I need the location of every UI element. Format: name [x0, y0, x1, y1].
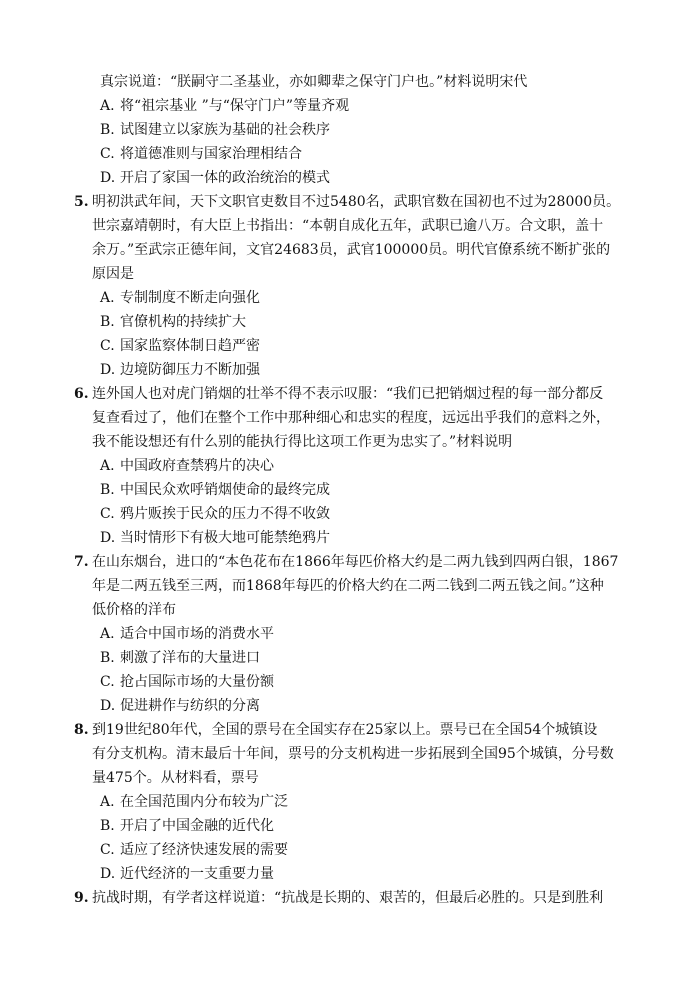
- option-letter: D.: [100, 698, 116, 714]
- option-letter: A.: [100, 458, 115, 474]
- question-stem-line: 低价格的洋布: [92, 602, 176, 618]
- question-number: 8.: [74, 722, 89, 738]
- question-stem-line: [74, 718, 632, 742]
- option-d: [92, 526, 632, 550]
- option-a: [92, 94, 632, 118]
- option-a: [92, 622, 632, 646]
- question-stem-line: 量475个。从材料看，票号: [92, 770, 259, 786]
- option-letter: A.: [100, 98, 115, 114]
- question-stem-line: 我不能设想还有什么别的能执行得比这项工作更为忠实了。”材料说明: [92, 434, 513, 450]
- option-d: [92, 358, 632, 382]
- option-letter: C.: [100, 338, 115, 354]
- option-text: 开启了家国一体的政治统治的模式: [120, 170, 330, 186]
- option-text: 边境防御压力不断加强: [120, 362, 260, 378]
- option-letter: B.: [100, 122, 115, 138]
- option-letter: A.: [100, 290, 115, 306]
- question-stem-line: 真宗说道：“朕嗣守二圣基业，亦如卿辈之保守门户也。”材料说明宋代: [100, 74, 528, 90]
- option-text: 当时情形下有极大地可能禁绝鸦片: [120, 530, 330, 546]
- question-stem-line: 余万。”至武宗正德年间，文官24683员，武官100000员。明代官僚系统不断扩张的: [92, 242, 611, 258]
- option-a: [92, 286, 632, 310]
- exam-page: [74, 70, 632, 910]
- question-7: [74, 550, 632, 718]
- option-c: [92, 838, 632, 862]
- option-text: 促进耕作与纺织的分离: [120, 698, 260, 714]
- question-number: 5.: [74, 194, 89, 210]
- question-stem-line: 年是二两五钱至三两，而1868年每匹的价格大约在二两二钱到二两五钱之间。”这种: [92, 578, 604, 594]
- option-c: [92, 502, 632, 526]
- option-letter: C.: [100, 674, 115, 690]
- option-letter: B.: [100, 650, 115, 666]
- question-8: [74, 718, 632, 886]
- option-b: [92, 310, 632, 334]
- question-number: 9.: [74, 890, 89, 906]
- question-9: [74, 886, 632, 910]
- option-a: [92, 454, 632, 478]
- option-letter: B.: [100, 482, 115, 498]
- question-stem-text: 连外国人也对虎门销烟的壮举不得不表示叹服：“我们已把销烟过程的每一部分都反: [92, 386, 604, 402]
- option-text: 官僚机构的持续扩大: [120, 314, 246, 330]
- question-stem-line: [74, 886, 632, 910]
- option-text: 在全国范围内分布较为广泛: [120, 794, 288, 810]
- option-a: [92, 790, 632, 814]
- option-letter: B.: [100, 818, 115, 834]
- question-number: 6.: [74, 386, 89, 402]
- option-c: [92, 334, 632, 358]
- option-c: [92, 670, 632, 694]
- option-letter: C.: [100, 842, 115, 858]
- option-text: 开启了中国金融的近代化: [120, 818, 274, 834]
- option-b: [92, 118, 632, 142]
- option-text: 适应了经济快速发展的需要: [120, 842, 288, 858]
- question-stem-text: 抗战时期，有学者这样说道：“抗战是长期的、艰苦的，但最后必胜的。只是到胜利: [92, 890, 604, 906]
- option-letter: D.: [100, 530, 116, 546]
- option-text: 鸦片贩挨于民众的压力不得不收敛: [120, 506, 330, 522]
- question-number: 7.: [74, 554, 89, 570]
- question-stem-line: [74, 190, 632, 214]
- option-b: [92, 478, 632, 502]
- option-text: 将“祖宗基业 ”与“保守门户”等量齐观: [120, 98, 350, 114]
- option-text: 刺激了洋布的大量进口: [120, 650, 260, 666]
- option-text: 抢占国际市场的大量份额: [120, 674, 274, 690]
- question-5: [74, 190, 632, 382]
- option-d: [92, 862, 632, 886]
- question-stem-line: 世宗嘉靖朝时，有大臣上书指出：“本朝自成化五年，武职已逾八万。合文职，盖十: [92, 218, 604, 234]
- question-stem-text: 明初洪武年间，天下文职官吏数目不过5480名，武职官数在国初也不过为28000员。: [92, 194, 621, 210]
- option-letter: D.: [100, 362, 116, 378]
- question-stem-text: 在山东烟台，进口的“本色花布在1866年每匹价格大约是二两九钱到四两白银，1867: [92, 554, 619, 570]
- option-letter: C.: [100, 506, 115, 522]
- question-6: [74, 382, 632, 550]
- option-b: [92, 646, 632, 670]
- option-d: [92, 694, 632, 718]
- option-text: 将道德准则与国家治理相结合: [120, 146, 302, 162]
- option-text: 近代经济的一支重要力量: [120, 866, 274, 882]
- question-stem-line: [74, 550, 632, 574]
- option-c: [92, 142, 632, 166]
- option-letter: D.: [100, 866, 116, 882]
- option-text: 国家监察体制日趋严密: [120, 338, 260, 354]
- option-text: 专制制度不断走向强化: [120, 290, 260, 306]
- option-letter: A.: [100, 794, 115, 810]
- question-stem-text: 到19世纪80年代，全国的票号在全国实存在25家以上。票号已在全国54个城镇设: [92, 722, 598, 738]
- option-letter: C.: [100, 146, 115, 162]
- question-stem-line: 原因是: [92, 266, 134, 282]
- question-stem-line: 复查看过了，他们在整个工作中那种细心和忠实的程度，远远出乎我们的意料之外，: [92, 410, 610, 426]
- option-text: 试图建立以家族为基础的社会秩序: [120, 122, 330, 138]
- option-text: 适合中国市场的消费水平: [120, 626, 274, 642]
- option-letter: B.: [100, 314, 115, 330]
- question-stem-line: 有分支机构。清末最后十年间，票号的分支机构进一步拓展到全国95个城镇，分号数: [92, 746, 614, 762]
- option-letter: A.: [100, 626, 115, 642]
- question-4-tail: [92, 70, 632, 190]
- option-text: 中国民众欢呼销烟使命的最终完成: [120, 482, 330, 498]
- option-letter: D.: [100, 170, 116, 186]
- question-stem-line: [74, 382, 632, 406]
- option-b: [92, 814, 632, 838]
- option-d: [92, 166, 632, 190]
- option-text: 中国政府查禁鸦片的决心: [120, 458, 274, 474]
